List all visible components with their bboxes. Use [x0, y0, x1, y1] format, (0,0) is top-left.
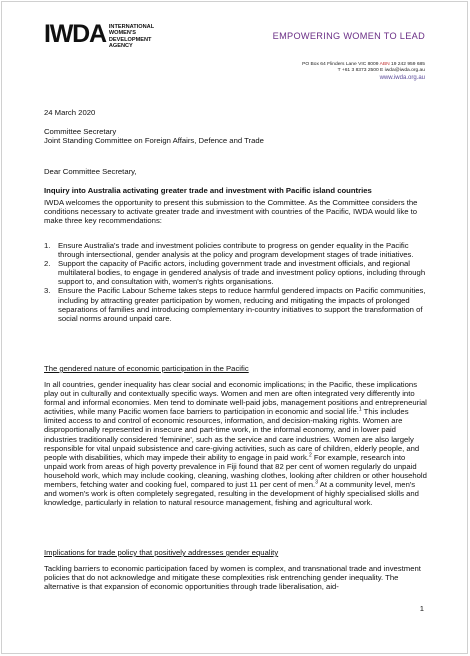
- salutation: Dear Committee Secretary,: [44, 167, 137, 176]
- section-title: The gendered nature of economic participation in the Pacific: [44, 364, 249, 373]
- address-block: [302, 62, 425, 81]
- section-title: Implications for trade policy that positively addresses gender equality: [44, 548, 279, 557]
- postal-address: PO Box 64 Flinders Lane VIC 8009: [302, 62, 379, 67]
- abn-number: 19 242 959 685: [391, 62, 425, 67]
- paragraph-text: In all countries, gender inequality has clear social and economic implications; in the Pacific, these implications play out in culturally and contextually specific ways. Women and men are often integrated very differently into formal and informal economies. Men tend to dominate well-paid jobs, management positions and entrepreneurial activities, while many Pacific women face barriers to participation in economic and social life.: [44, 380, 427, 417]
- letter-heading: Inquiry into Australia activating greater trade and investment with Pacific island countries: [44, 186, 372, 195]
- footnote-marker[interactable]: 1: [358, 406, 362, 413]
- intro-paragraph: IWDA welcomes the opportunity to present this submission to the Committee. As the Committee considers the conditions necessary to activate greater trade and investment with countries of the Pacific, IWDA would like to make three key recommendations:: [44, 198, 418, 226]
- website-link[interactable]: www.iwda.org.au: [379, 74, 425, 81]
- paragraph-text: At a community level, men's and women's work is often completely segregated, resulting in the development of highly specialised skills and knowledge, particularly in relation to natural resource management, fishing and agricultural work.: [44, 480, 419, 508]
- section-paragraph: Tackling barriers to economic participation faced by women is complex, and transnational trade and investment policies that do not acknowledge and mitigate these complexities risk entrenching gender inequality. The alternative is that expansion of economic opportunities through trade liberalisation, aid-: [44, 564, 421, 592]
- list-text: Ensure Australia's trade and investment policies contribute to progress on gender equality in the Pacific through intersectional, gender analysis at the policy and program development stages of trade initiatives.: [58, 241, 414, 260]
- paragraph-text: This includes limited access to and control of economic resources, information, and decision-making rights. Women are disproportionally represented in insecure and part-time work, in the informal economy, and in lower paid industries traditionally considered 'feminine', such as the service and care industries. Women are also largely responsible for vital unpaid subsistence and care-giving activities, such as care of children, elderly people, and people with disabilities, which may impede their ability to engage in paid work.: [44, 407, 420, 462]
- address-line-2: T +61 3 8373 2500 E iwda@iwda.org.au: [337, 68, 425, 74]
- paragraph-text: For example, research into unpaid work from areas of high poverty prevalence in Fiji found that 82 per cent of women regularly do unpaid household work, which may include cooking, cleaning, washing clothes, looking after children or other household members, fetching water and cooking fuel, compared to just 11 per cent of men.: [44, 452, 427, 490]
- list-number: 3.: [44, 286, 51, 296]
- iwda-logo: [44, 22, 154, 49]
- recipient-block: [44, 127, 429, 145]
- list-number: 2.: [44, 259, 51, 269]
- list-item: [44, 259, 429, 286]
- logo-line: INTERNATIONAL: [108, 24, 155, 30]
- logo-line: WOMEN'S: [108, 30, 136, 37]
- logo-line: AGENCY: [108, 42, 133, 49]
- logo-subtitle: [109, 24, 154, 49]
- recipient-line: Committee Secretary: [44, 127, 117, 136]
- section-paragraph: [44, 380, 429, 507]
- list-item: [44, 286, 429, 322]
- recommendations-list: [44, 241, 429, 323]
- abn-label: ABN: [379, 62, 390, 67]
- logo-line: DEVELOPMENT: [108, 36, 152, 43]
- page-number: 1: [419, 604, 424, 613]
- recipient-line: Joint Standing Committee on Foreign Affairs, Defence and Trade: [44, 136, 264, 146]
- list-text: Support the capacity of Pacific actors, including government trade and investment officials, and regional multilateral bodies, to engage in gendered analysis of trade and investment policy options, including through support to, and consultation with, women's rights organisations.: [58, 259, 426, 287]
- footnote-marker[interactable]: 2: [308, 452, 312, 459]
- list-text: Ensure the Pacific Labour Scheme takes steps to reduce harmful gendered impacts on Pacific communities, including by attracting greater participation by women, reducing and mitigating the impacts of prolonged separations of families and introducing complementary in-country initiatives to support the transformation of social norms around unpaid care.: [58, 286, 426, 323]
- tagline: EMPOWERING WOMEN TO LEAD: [272, 31, 425, 41]
- list-number: 1.: [44, 241, 51, 250]
- list-item: [44, 241, 429, 259]
- letter-date: 24 March 2020: [44, 108, 96, 117]
- logo-mark: IWDA: [44, 20, 106, 48]
- footnote-marker[interactable]: 3: [315, 479, 318, 486]
